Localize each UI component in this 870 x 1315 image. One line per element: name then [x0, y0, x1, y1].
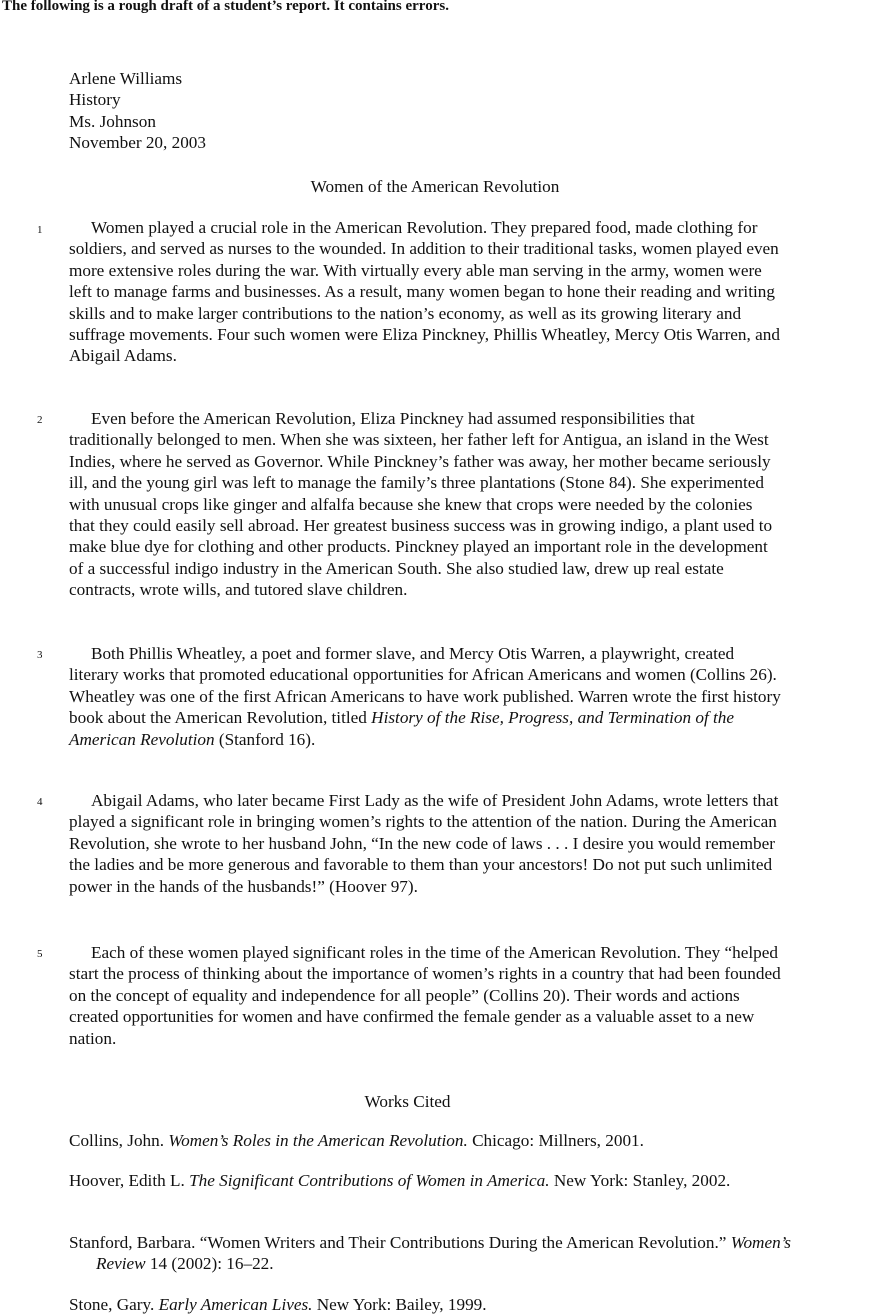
citation: [69, 1130, 796, 1151]
paragraph-number: 1: [37, 224, 43, 236]
teacher-name: Ms. Johnson: [69, 111, 156, 131]
citation-publisher: New York: Stanley, 2002.: [549, 1171, 731, 1190]
works-cited-title: Works Cited: [364, 1092, 451, 1111]
paragraph-number: 4: [37, 796, 43, 808]
citation: [69, 1294, 796, 1315]
citation-title: Women’s Roles in the American Revolution.: [168, 1131, 468, 1150]
intro-note: The following is a rough draft of a student’s report. It contains errors.: [2, 0, 449, 14]
paragraph-text: Both Phillis Wheatley, a poet and former slave, and Mercy Otis Warren, a playwright, created literary works that promoted educational opportunities for African Americans and women (Collins 26). Wheatley was one of the first African Americans to have work published. Warren wrote the first history book about the American Revolution, titled: [69, 644, 781, 728]
report-title: Women of the American Revolution: [310, 177, 560, 196]
citation-author: Collins, John.: [69, 1131, 169, 1150]
paragraph: Each of these women played significant roles in the time of the American Revolution. They “helped start the process of thinking about the importance of women’s rights in a country that had been founded on the concept of equality and independence for all people” (Collins 20). Their words and actions created opportunities for women and have confirmed the female gender as a valuable asset to a new nation.: [69, 943, 781, 1048]
citation-publisher: Chicago: Millners, 2001.: [467, 1131, 644, 1150]
citation: [69, 1170, 796, 1191]
citation-title: Early American Lives.: [158, 1295, 313, 1314]
citation-author: Stone, Gary.: [69, 1295, 159, 1314]
report-date: November 20, 2003: [69, 133, 206, 153]
paragraph-number: 3: [37, 649, 43, 661]
paragraph: [69, 643, 781, 750]
citation-publisher: New York: Bailey, 1999.: [312, 1295, 487, 1314]
citation-author: Hoover, Edith L.: [69, 1171, 190, 1190]
subject: History: [69, 90, 121, 110]
citation-publisher: 14 (2002): 16–22.: [145, 1254, 274, 1274]
book-title: History of the Rise, Progress, and Termination of the American Revolution: [69, 708, 735, 749]
citation-title: Women’s Review: [96, 1233, 791, 1274]
paragraph-number: 5: [37, 948, 43, 960]
paragraph: Abigail Adams, who later became First Lady as the wife of President John Adams, wrote letters that played a significant role in bringing women’s rights to the attention of the nation. During the American Revolution, she wrote to her husband John, “In the new code of laws . . . I desire you would remember the ladies and be more generous and favorable to them than your ancestors! Do not put such unlimited power in the hands of the husbands!” (Hoover 97).: [69, 791, 779, 896]
paragraph-text: (Stanford 16).: [214, 729, 316, 749]
student-name: Arlene Williams: [69, 69, 183, 88]
citation: [69, 1232, 796, 1275]
report-heading: [69, 68, 206, 154]
paragraph: Women played a crucial role in the American Revolution. They prepared food, made clothing for soldiers, and served as nurses to the wounded. In addition to their traditional tasks, women played even more extensive roles during the war. With virtually every able man serving in the army, women were left to manage farms and businesses. As a result, many women began to hone their reading and writing skills and to make larger contributions to the nation’s economy, as well as its growing literary and suffrage movements. Four such women were Eliza Pinckney, Phillis Wheatley, Mercy Otis Warren, and Abigail Adams.: [69, 218, 780, 366]
paragraph-number: 2: [37, 414, 43, 426]
citation-title: The Significant Contributions of Women in America.: [189, 1171, 550, 1190]
citation-author: Stanford, Barbara. “Women Writers and Their Contributions During the American Revolution.”: [69, 1233, 731, 1252]
paragraph: Even before the American Revolution, Eliza Pinckney had assumed responsibilities that traditionally belonged to men. When she was sixteen, her father left for Antigua, an island in the West Indies, where he served as Governor. While Pinckney’s father was away, her mother became seriously ill, and the young girl was left to manage the family’s three plantations (Stone 84). She experimented with unusual crops like ginger and alfalfa because she knew that crops were needed by the colonies that they could easily sell abroad. Her greatest business success was in growing indigo, a plant used to make blue dye for clothing and other products. Pinckney played an important role in the development of a successful indigo industry in the American South. She also studied law, drew up real estate contracts, wrote wills, and tutored slave children.: [69, 409, 773, 600]
